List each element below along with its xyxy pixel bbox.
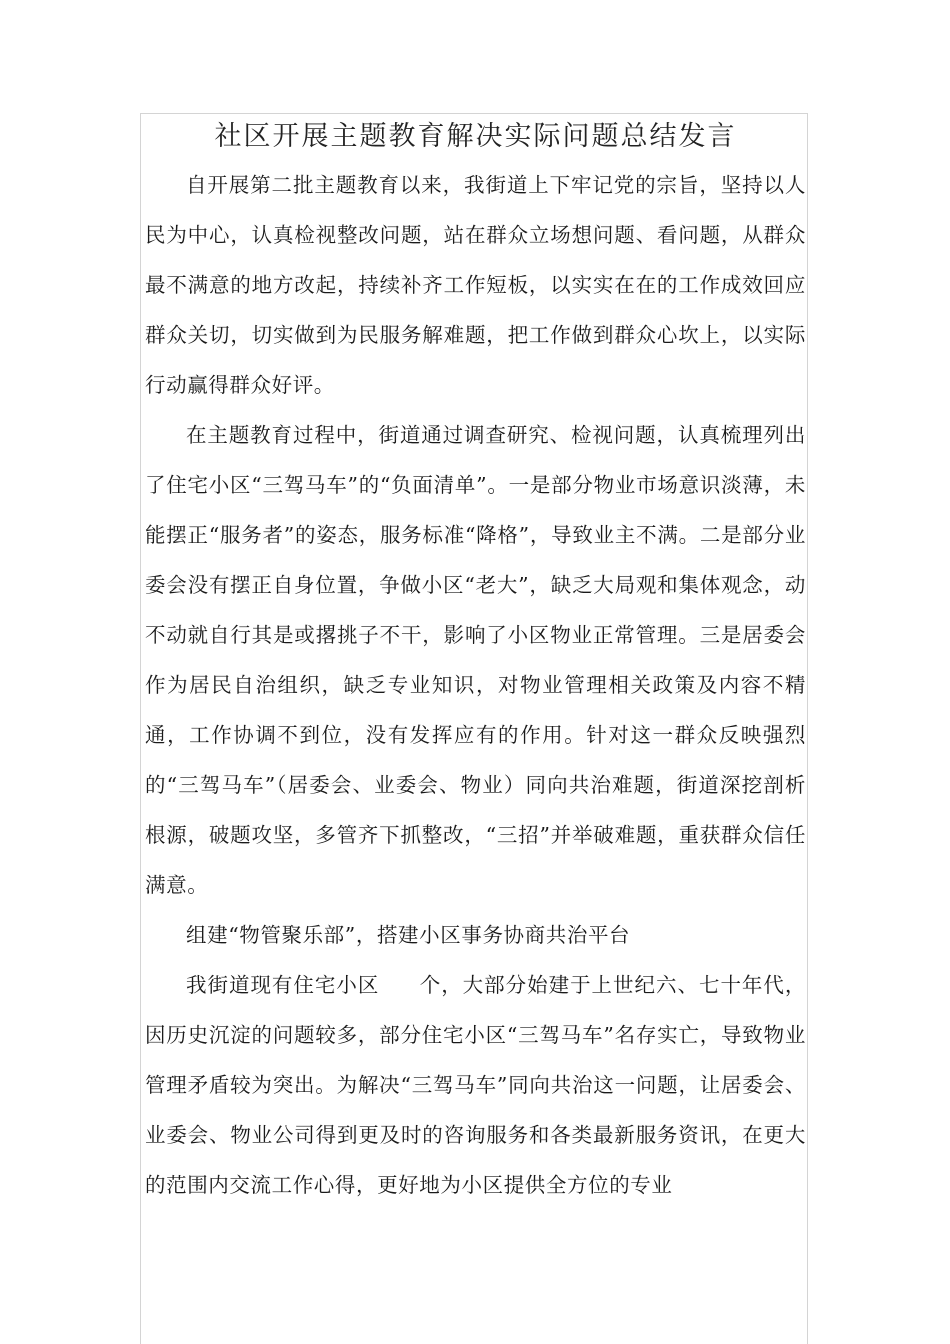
paragraph-intro: 自开展第二批主题教育以来，我街道上下牢记党的宗旨，坚持以人民为中心，认真检视整改问题，站在群众立场想问题、看问题，从群众最不满意的地方改起，持续补齐工作短板，以实实在在的工作成效回应群众关切，切实做到为民服务解难题，把工作做到群众心坎上，以实际行动赢得群众好评。: [145, 173, 806, 397]
document-body: [145, 116, 806, 1210]
paragraph-problems: 在主题教育过程中，街道通过调查研究、检视问题，认真梳理列出了住宅小区“三驾马车”的“负面清单”。一是部分物业市场意识淡薄，未能摆正“服务者”的姿态，服务标准“降格”，导致业主不满。二是部分业委会没有摆正自身位置，争做小区“老大”，缺乏大局观和集体观念，动不动就自行其是或撂挑子不干，影响了小区物业正常管理。三是居委会作为居民自治组织，缺乏专业知识，对物业管理相关政策及内容不精通，工作协调不到位，没有发挥应有的作用。针对这一群众反映强烈的“三驾马车”（居委会、业委会、物业）同向共治难题，街道深挖剖析根源，破题攻坚，多管齐下抓整改，“三招”并举破难题，重获群众信任满意。: [145, 423, 806, 897]
paragraph-community-rest: 个，大部分始建于上世纪六、七十年代，因历史沉淀的问题较多，部分住宅小区“三驾马车”名存实亡，导致物业管理矛盾较为突出。为解决“三驾马车”同向共治这一问题，让居委会、业委会、物业公司得到更及时的咨询服务和各类最新服务资讯，在更大的范围内交流工作心得，更好地为小区提供全方位的专业: [145, 973, 806, 1197]
paragraph-community: [145, 960, 806, 1210]
paragraph-community-start: 我街道现有住宅小区: [186, 973, 380, 997]
document-title: 社区开展主题教育解决实际问题总结发言: [214, 121, 737, 152]
section-heading: 组建“物管聚乐部”，搭建小区事务协商共治平台: [186, 923, 631, 947]
